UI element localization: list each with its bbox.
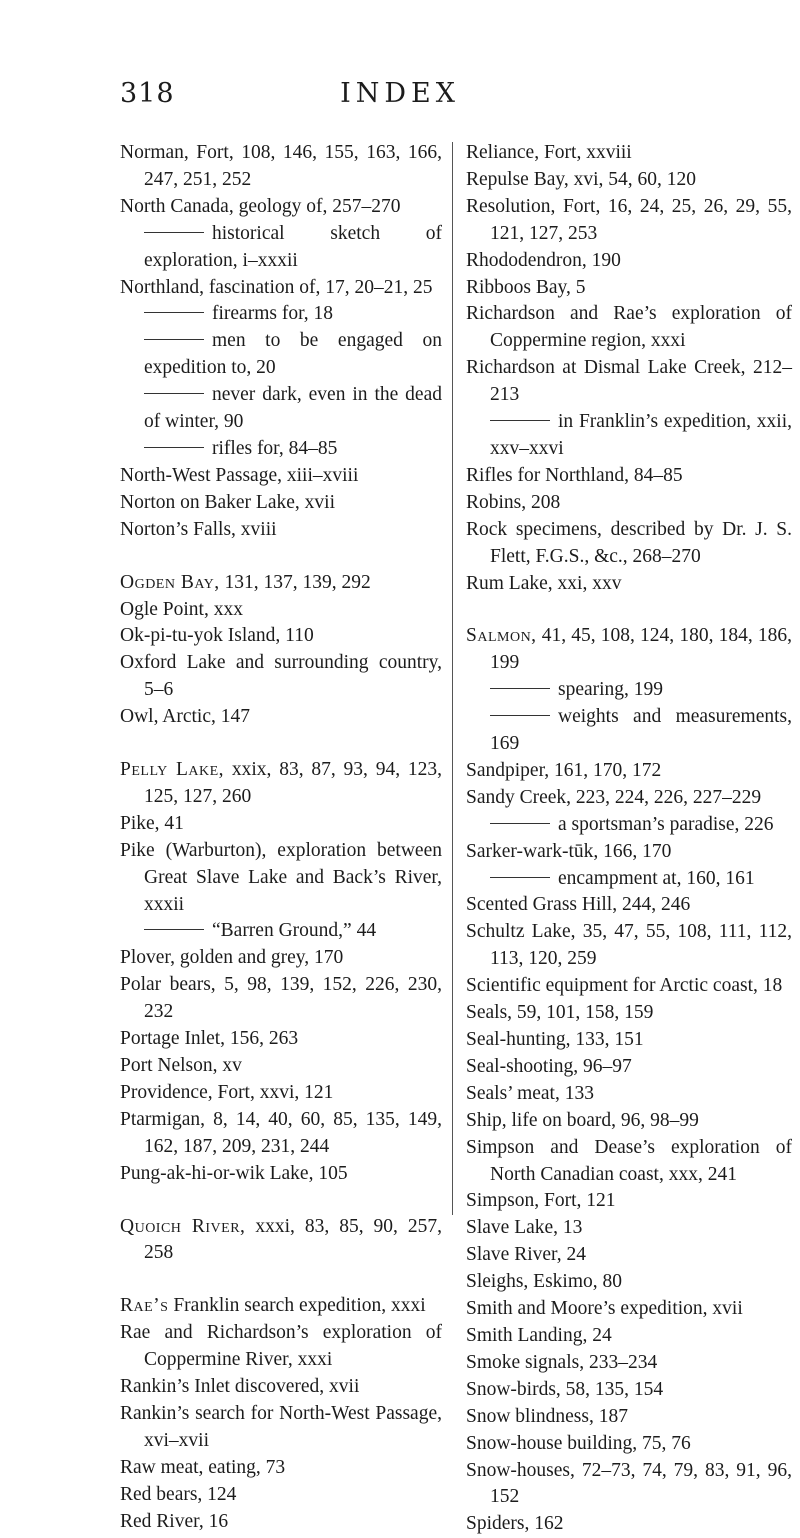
entry-text: Rum Lake, xxi, xxv xyxy=(466,572,622,594)
index-entry xyxy=(466,623,792,677)
page-number: 318 xyxy=(120,78,175,109)
index-entry xyxy=(466,1108,792,1135)
index-entry xyxy=(120,490,442,517)
index-entry xyxy=(466,1296,792,1323)
repeat-dash xyxy=(144,339,204,340)
entry-text: Red bears, 124 xyxy=(120,1483,237,1505)
entry-text: encampment at, 160, 161 xyxy=(558,867,755,889)
entry-text: Rhododendron, 190 xyxy=(466,249,621,271)
entry-text: Franklin search expedition, xxxi xyxy=(168,1295,426,1317)
entry-text: Sleighs, Eskimo, 80 xyxy=(466,1271,623,1293)
index-subentry xyxy=(120,301,442,328)
repeat-dash xyxy=(490,877,550,878)
entry-text: 131, 137, 139, 292 xyxy=(219,571,371,593)
entry-text: Snow blindness, 187 xyxy=(466,1405,628,1427)
index-column-left xyxy=(120,140,442,1536)
letter-section-gap xyxy=(120,544,442,570)
index-entry xyxy=(120,1214,442,1268)
index-subentry xyxy=(120,436,442,463)
index-entry xyxy=(466,275,792,302)
entry-text: Norton on Baker Lake, xvii xyxy=(120,491,335,513)
repeat-dash xyxy=(490,420,550,421)
entry-text: 41, 45, 108, 124, 180, 184, 186, 199 xyxy=(490,625,792,674)
index-subentry xyxy=(120,382,442,436)
entry-text: Oxford Lake and surrounding country, 5–6 xyxy=(120,652,442,701)
entry-text: Simpson, Fort, 121 xyxy=(466,1190,616,1212)
entry-text: Scientific equipment for Arctic coast, 18 xyxy=(466,975,783,997)
section-lead-term: Quoich River, xyxy=(120,1215,246,1237)
entry-text: “Barren Ground,” 44 xyxy=(212,920,377,942)
index-subentry xyxy=(120,221,442,275)
entry-text: never dark, even in the dead of winter, 90 xyxy=(144,384,442,433)
index-entry xyxy=(120,1509,442,1536)
repeat-dash xyxy=(490,715,550,716)
index-entry xyxy=(466,1027,792,1054)
letter-section-gap xyxy=(120,1188,442,1214)
entry-text: Slave River, 24 xyxy=(466,1244,586,1266)
index-entry xyxy=(466,1215,792,1242)
entry-text: weights and measurements, 169 xyxy=(490,706,792,755)
index-entry xyxy=(466,1377,792,1404)
index-entry xyxy=(466,463,792,490)
entry-text: Northland, fascination of, 17, 20–21, 25 xyxy=(120,276,433,298)
entry-text: Smith Landing, 24 xyxy=(466,1324,612,1346)
index-entry xyxy=(120,1455,442,1482)
index-entry xyxy=(466,1511,792,1538)
entry-text: North Canada, geology of, 257–270 xyxy=(120,195,401,217)
index-entry xyxy=(466,1458,792,1512)
index-entry xyxy=(120,1026,442,1053)
entry-text: xxxi, 83, 85, 90, 257, 258 xyxy=(144,1215,442,1264)
entry-text: Rankin’s search for North-West Passage, xvi–xvii xyxy=(120,1402,442,1451)
entry-text: spearing, 199 xyxy=(558,679,664,701)
index-entry xyxy=(466,1323,792,1350)
index-entry xyxy=(466,785,792,812)
index-entry xyxy=(120,811,442,838)
entry-text: Seal-shooting, 96–97 xyxy=(466,1055,632,1077)
entry-text: Providence, Fort, xxvi, 121 xyxy=(120,1081,334,1103)
entry-text: Schultz Lake, 35, 47, 55, 108, 111, 112, 113, 120, 259 xyxy=(466,921,792,970)
repeat-dash xyxy=(144,929,204,930)
index-entry xyxy=(120,1080,442,1107)
entry-text: Sandpiper, 161, 170, 172 xyxy=(466,759,662,781)
repeat-dash xyxy=(490,823,550,824)
index-entry xyxy=(466,1431,792,1458)
index-entry xyxy=(120,757,442,811)
entry-text: men to be engaged on expedition to, 20 xyxy=(144,330,442,379)
index-entry xyxy=(120,140,442,194)
entry-text: Rock specimens, described by Dr. J. S. Flett, F.G.S., &c., 268–270 xyxy=(466,518,792,567)
page-title: INDEX xyxy=(340,78,460,109)
index-entry xyxy=(466,1135,792,1189)
entry-text: Richardson and Rae’s exploration of Coppermine region, xxxi xyxy=(466,303,792,352)
index-subentry xyxy=(466,677,792,704)
entry-text: Spiders, 162 xyxy=(466,1513,564,1535)
index-entry xyxy=(120,650,442,704)
index-subentry xyxy=(120,918,442,945)
entry-text: rifles for, 84–85 xyxy=(212,437,338,459)
entry-text: Snow-houses, 72–73, 74, 79, 83, 91, 96, 152 xyxy=(466,1459,792,1508)
index-entry xyxy=(120,597,442,624)
column-divider xyxy=(452,142,453,1215)
index-subentry xyxy=(466,704,792,758)
entry-text: Simpson and Dease’s exploration of North Canadian coast, xxx, 241 xyxy=(466,1136,792,1185)
entry-text: Pike (Warburton), exploration between Great Slave Lake and Back’s River, xxxii xyxy=(120,839,442,915)
section-lead-term: Salmon, xyxy=(466,625,537,647)
entry-text: Owl, Arctic, 147 xyxy=(120,706,250,728)
entry-text: Portage Inlet, 156, 263 xyxy=(120,1028,299,1050)
index-entry xyxy=(466,973,792,1000)
index-entry xyxy=(120,1374,442,1401)
entry-text: Ship, life on board, 96, 98–99 xyxy=(466,1109,699,1131)
entry-text: xxix, 83, 87, 93, 94, 123, 125, 127, 260 xyxy=(144,759,442,807)
section-lead-term: Ogden Bay, xyxy=(120,571,220,593)
entry-text: Smoke signals, 233–234 xyxy=(466,1351,658,1373)
entry-text: Norman, Fort, 108, 146, 155, 163, 166, 247, 251, 252 xyxy=(120,142,442,190)
page-header xyxy=(0,78,800,118)
entry-text: Ribboos Bay, 5 xyxy=(466,276,586,298)
index-entry xyxy=(120,463,442,490)
index-entry xyxy=(120,570,442,597)
index-entry xyxy=(466,1269,792,1296)
entry-text: North-West Passage, xiii–xviii xyxy=(120,464,359,486)
entry-text: Seals’ meat, 133 xyxy=(466,1082,594,1104)
repeat-dash xyxy=(144,232,204,233)
entry-text: Pung-ak-hi-or-wik Lake, 105 xyxy=(120,1162,348,1184)
entry-text: Snow-house building, 75, 76 xyxy=(466,1432,691,1454)
index-entry xyxy=(120,838,442,919)
section-lead-term: Rae’s xyxy=(120,1295,169,1317)
entry-text: Polar bears, 5, 98, 139, 152, 226, 230, 232 xyxy=(120,974,442,1023)
index-entry xyxy=(120,1053,442,1080)
index-entry xyxy=(120,275,442,302)
entry-text: Ogle Point, xxx xyxy=(120,598,243,620)
letter-section-gap xyxy=(120,731,442,757)
index-subentry xyxy=(466,409,792,463)
index-entry xyxy=(466,1081,792,1108)
index-subentry xyxy=(466,812,792,839)
entry-text: Smith and Moore’s expedition, xvii xyxy=(466,1298,743,1320)
index-entry xyxy=(466,919,792,973)
letter-section-gap xyxy=(120,1267,442,1293)
index-entry xyxy=(120,194,442,221)
index-entry xyxy=(120,1161,442,1188)
entry-text: Pike, 41 xyxy=(120,812,184,834)
index-entry xyxy=(466,517,792,571)
index-entry xyxy=(120,945,442,972)
index-entry xyxy=(466,1242,792,1269)
index-subentry xyxy=(120,328,442,382)
index-column-right xyxy=(466,140,792,1538)
entry-text: Ptarmigan, 8, 14, 40, 60, 85, 135, 149, 162, 187, 209, 231, 244 xyxy=(120,1108,442,1157)
index-entry xyxy=(120,704,442,731)
index-subentry xyxy=(466,866,792,893)
index-entry xyxy=(120,517,442,544)
index-entry xyxy=(466,892,792,919)
index-entry xyxy=(466,355,792,409)
entry-text: Rankin’s Inlet discovered, xvii xyxy=(120,1376,360,1398)
index-entry xyxy=(466,167,792,194)
entry-text: Resolution, Fort, 16, 24, 25, 26, 29, 55, 121, 127, 253 xyxy=(466,195,792,244)
index-entry xyxy=(466,248,792,275)
entry-text: Slave Lake, 13 xyxy=(466,1217,583,1239)
entry-text: Ok-pi-tu-yok Island, 110 xyxy=(120,625,314,647)
index-entry xyxy=(120,1293,442,1320)
entry-text: Richardson at Dismal Lake Creek, 212–213 xyxy=(466,357,792,406)
entry-text: Plover, golden and grey, 170 xyxy=(120,947,344,969)
entry-text: Sarker-wark-tūk, 166, 170 xyxy=(466,840,672,862)
index-entry xyxy=(120,1107,442,1161)
entry-text: Repulse Bay, xvi, 54, 60, 120 xyxy=(466,168,697,190)
entry-text: Norton’s Falls, xviii xyxy=(120,518,277,540)
entry-text: firearms for, 18 xyxy=(212,303,334,325)
index-entry xyxy=(466,839,792,866)
entry-text: Seals, 59, 101, 158, 159 xyxy=(466,1002,654,1024)
entry-text: Reliance, Fort, xxviii xyxy=(466,142,632,163)
index-entry xyxy=(466,758,792,785)
entry-text: Seal-hunting, 133, 151 xyxy=(466,1029,644,1050)
index-entry xyxy=(120,1320,442,1374)
repeat-dash xyxy=(144,447,204,448)
repeat-dash xyxy=(144,312,204,313)
entry-text: Red River, 16 xyxy=(120,1510,229,1532)
entry-text: Scented Grass Hill, 244, 246 xyxy=(466,894,691,916)
index-entry xyxy=(120,1401,442,1455)
index-entry xyxy=(466,194,792,248)
index-entry xyxy=(466,1404,792,1431)
entry-text: Robins, 208 xyxy=(466,491,561,513)
index-entry xyxy=(466,1350,792,1377)
index-entry xyxy=(120,972,442,1026)
entry-text: Port Nelson, xv xyxy=(120,1055,242,1076)
entry-text: in Franklin’s expedition, xxii, xxv–xxvi xyxy=(490,411,792,459)
entry-text: Raw meat, eating, 73 xyxy=(120,1456,286,1478)
index-entry xyxy=(120,623,442,650)
index-entry xyxy=(466,140,792,167)
section-lead-term: Pelly Lake, xyxy=(120,759,225,781)
index-entry xyxy=(120,1482,442,1509)
index-entry xyxy=(466,1188,792,1215)
entry-text: Sandy Creek, 223, 224, 226, 227–229 xyxy=(466,786,762,808)
repeat-dash xyxy=(490,688,550,689)
entry-text: Snow-birds, 58, 135, 154 xyxy=(466,1378,664,1400)
index-entry xyxy=(466,1054,792,1081)
entry-text: a sportsman’s paradise, 226 xyxy=(558,813,774,835)
index-entry xyxy=(466,571,792,598)
entry-text: historical sketch of exploration, i–xxxii xyxy=(144,222,442,271)
index-entry xyxy=(466,301,792,355)
letter-section-gap xyxy=(466,597,792,623)
index-entry xyxy=(466,490,792,517)
repeat-dash xyxy=(144,393,204,394)
entry-text: Rifles for Northland, 84–85 xyxy=(466,464,683,486)
entry-text: Rae and Richardson’s exploration of Coppermine River, xxxi xyxy=(120,1322,442,1371)
index-entry xyxy=(466,1000,792,1027)
